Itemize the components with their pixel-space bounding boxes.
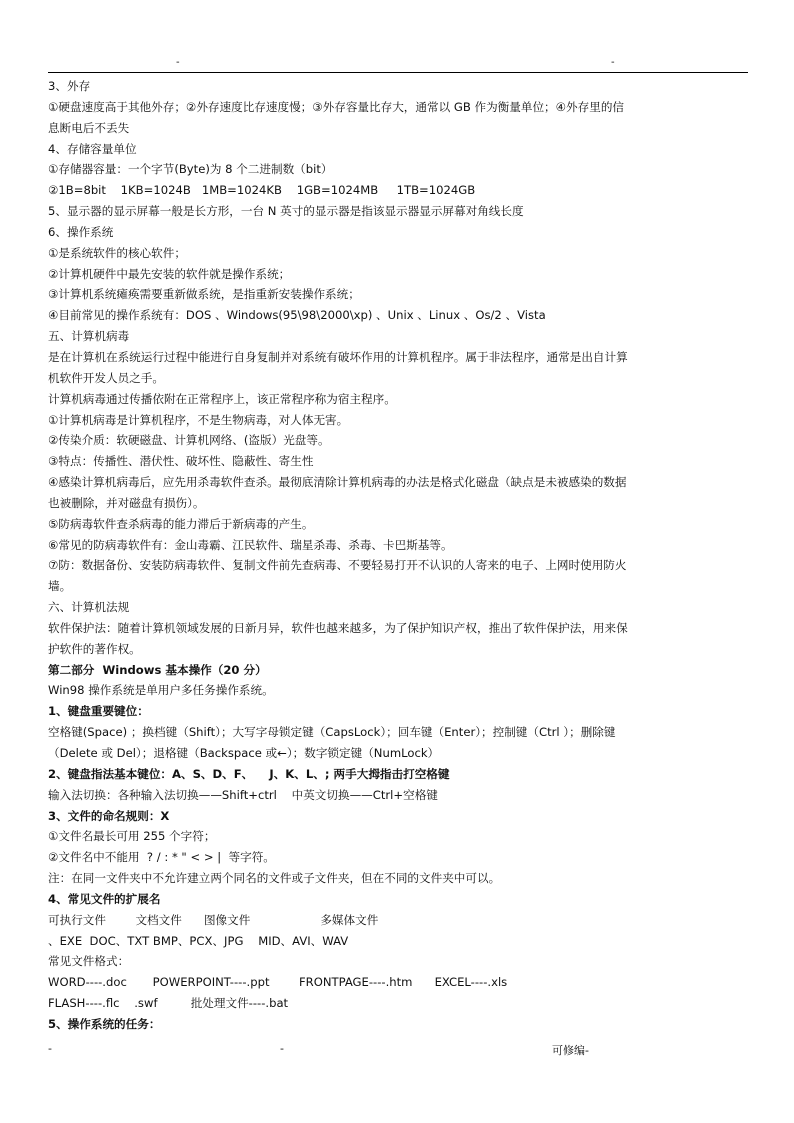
text-line: ②1B=8bit 1KB=1024B 1MB=1024KB 1GB=1024MB 1TB=1024GB: [48, 183, 476, 198]
text-line: 空格键(Space) ；换档键（Shift）；大写字母锁定键（CapsLock）；回车键（Enter）；控制键（Ctrl ）；删除键: [48, 725, 616, 740]
text-line: 墙。: [48, 579, 72, 594]
text-line: ①计算机病毒是计算机程序，不是生物病毒，对人体无害。: [48, 412, 349, 427]
text-line: ①硬盘速度高于其他外存；②外存速度比存速度慢；③外存容量比存大，通常以 GB 作为衡量单位；④外存里的信: [48, 99, 625, 114]
text-line: ④感染计算机病毒后，应先用杀毒软件查杀。最彻底清除计算机病毒的办法是格式化磁盘（缺点是未被感染的数据: [48, 475, 627, 490]
page-footer: [48, 1042, 748, 1058]
text-line: 输入法切换：各种输入法切换——Shift+ctrl 中英文切换——Ctrl+空格键: [48, 787, 438, 802]
document-body: [48, 76, 748, 1035]
text-line: ⑦防：数据备份、安装防病毒软件、复制文件前先查病毒、不要轻易打开不认识的人寄来的电子、上网时使用防火: [48, 558, 627, 573]
text-line: ①是系统软件的核心软件；: [48, 245, 186, 260]
text-line: 机软件开发人员之手。: [48, 370, 164, 385]
section-heading: 4、常见文件的扩展名: [48, 891, 161, 906]
text-line: ②传染介质：软硬磁盘、计算机网络、(盗版）光盘等。: [48, 433, 330, 448]
header-rule: [48, 72, 748, 73]
header-left-mark: -: [176, 57, 180, 68]
text-line: 4、存储容量单位: [48, 141, 137, 156]
footer-right-text: 可修编-: [552, 1044, 589, 1057]
text-line: ②文件名中不能用 ? / : * " < > | 等字符。: [48, 850, 275, 865]
text-line: 5、显示器的显示屏幕一般是长方形，一台 N 英寸的显示器是指该显示器显示屏幕对角线长度: [48, 204, 524, 219]
text-line: 也被删除，并对磁盘有损伤）。: [48, 495, 205, 510]
text-line: ①文件名最长可用 255 个字符；: [48, 829, 216, 844]
text-line: FLASH----.flc .swf 批处理文件----.bat: [48, 996, 289, 1011]
text-line: Win98 操作系统是单用户多任务操作系统。: [48, 683, 274, 698]
footer-mid-mark: -: [280, 1042, 284, 1055]
section-heading: 1、键盘重要键位：: [48, 704, 149, 719]
text-line: 3、外存: [48, 79, 91, 93]
text-line: ⑤防病毒软件查杀病毒的能力滞后于新病毒的产生。: [48, 516, 314, 531]
text-line: 计算机病毒通过传播依附在正常程序上，该正常程序称为宿主程序。: [48, 391, 396, 406]
header-right-mark: -: [611, 57, 615, 68]
text-line: ④目前常见的操作系统有：DOS 、Windows(95\98\2000\xp) 、Unix 、Linux 、Os/2 、Vista: [48, 308, 546, 323]
footer-left-mark: -: [48, 1042, 52, 1055]
text-line: 、EXE DOC、TXT BMP、PCX、JPG MID、AVI、WAV: [48, 933, 349, 948]
text-line: ②计算机硬件中最先安装的软件就是操作系统；: [48, 266, 291, 281]
text-line: 护软件的著作权。: [48, 641, 141, 656]
text-line: （Delete 或 Del）；退格键（Backspace 或←）；数字锁定键（NumLock）: [48, 746, 440, 760]
text-line: 六、计算机法规: [48, 600, 130, 615]
text-line: 6、操作系统: [48, 224, 114, 239]
text-line: ①存储器容量：一个字节(Byte)为 8 个二进制数（bit）: [48, 162, 333, 177]
text-line: 注：在同一文件夹中不允许建立两个同名的文件或子文件夹，但在不同的文件夹中可以。: [48, 871, 501, 886]
section-heading: 第二部分 Windows 基本操作（20 分）: [48, 662, 267, 677]
text-line: 是在计算机在系统运行过程中能进行自身复制并对系统有破坏作用的计算机程序。属于非法程序，通常是出自计算: [48, 349, 628, 364]
section-heading: 2、键盘指法基本键位：A、S、D、F、 J、K、L、; 两手大拇指击打空格键: [48, 766, 450, 781]
text-line: 可执行文件 文档文件 图像文件 多媒体文件: [48, 912, 379, 927]
text-line: 息断电后不丢失: [48, 120, 130, 135]
text-line: 软件保护法：随着计算机领域发展的日新月异，软件也越来越多，为了保护知识产权，推出了软件保护法，用来保: [48, 620, 628, 635]
section-heading: 5、操作系统的任务：: [48, 1016, 161, 1031]
text-line: ⑥常见的防病毒软件有：金山毒霸、江民软件、瑞星杀毒、杀毒、卡巴斯基等。: [48, 537, 453, 552]
text-line: 常见文件格式：: [48, 954, 130, 969]
section-heading: 3、文件的命名规则：X: [48, 808, 170, 823]
text-line: ③特点：传播性、潜伏性、破坏性、隐蔽性、寄生性: [48, 454, 314, 469]
page-header: [48, 57, 748, 73]
text-line: 五、计算机病毒: [48, 329, 130, 344]
text-line: ③计算机系统瘫痪需要重新做系统，是指重新安装操作系统；: [48, 287, 360, 302]
text-line: WORD----.doc POWERPOINT----.ppt FRONTPAGE----.htm EXCEL----.xls: [48, 975, 508, 990]
